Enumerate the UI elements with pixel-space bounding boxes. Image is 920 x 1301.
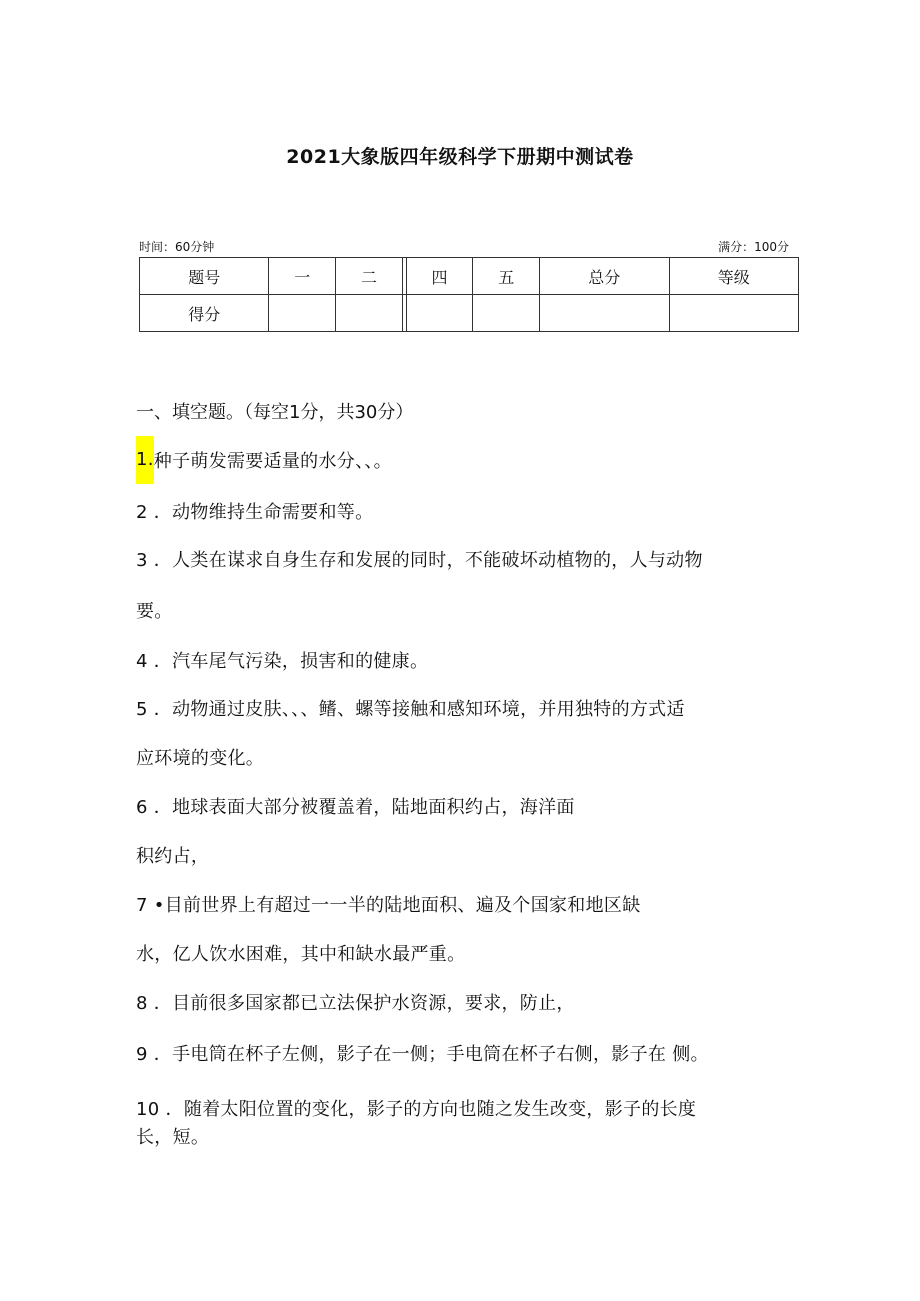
question-line: 6 ．地球表面大部分被覆盖着，陆地面积约占，海洋面 [136, 797, 575, 818]
question-line: 应环境的变化。 [136, 748, 265, 769]
question-line: 2 ．动物维持生命需要和等。 [136, 502, 374, 523]
score-cell [669, 295, 799, 332]
question-line: 长，短。 [136, 1127, 210, 1148]
score-cell [336, 295, 403, 332]
score-cell [269, 295, 336, 332]
question-line: 7 •目前世界上有超过一一半的陆地面积、遍及个国家和地区缺 [136, 895, 641, 916]
header-cell-part-1: 一 [269, 258, 336, 295]
question-text: 种子萌发需要适量的水分、、。 [153, 451, 392, 472]
header-cell-grade: 等级 [669, 258, 799, 295]
score-cell [473, 295, 540, 332]
question-line: 水，亿人饮水困难，其中和缺水最严重。 [136, 944, 466, 965]
score-table [139, 257, 799, 332]
header-cell-part-2: 二 [336, 258, 403, 295]
question-number-highlight: 1. [136, 436, 154, 484]
score-cell [406, 295, 473, 332]
question-line: 8 ．目前很多国家都已立法保护水资源，要求，防止， [136, 993, 575, 1014]
header-cell-question-number: 题号 [140, 258, 269, 295]
time-limit: 时间：60分钟 [139, 240, 215, 254]
question-line: 10 ．随着太阳位置的变化，影子的方向也随之发生改变，影子的长度 [136, 1099, 697, 1120]
page-title: 2021大象版四年级科学下册期中测试卷 [286, 146, 634, 168]
question-line: 5 ．动物通过皮肤、、、鳍、螺等接触和感知环境，并用独特的方式适 [136, 699, 685, 720]
question-line: 积约占， [136, 846, 210, 867]
question-line: 3 ．人类在谋求自身生存和发展的同时，不能破坏动植物的，人与动物 [136, 550, 703, 571]
question-line: 要。 [136, 601, 173, 622]
header-cell-total: 总分 [540, 258, 669, 295]
question-line: 9 ．手电筒在杯子左侧，影子在一侧；手电筒在杯子右侧，影子在 侧。 [136, 1044, 709, 1065]
section-heading-fill-in: 一、填空题。（每空1分，共30分） [136, 402, 414, 423]
score-cell [540, 295, 669, 332]
score-table-header-row [140, 258, 799, 295]
full-score: 满分：100分 [718, 240, 789, 254]
question-line [136, 436, 392, 488]
score-table-score-row [140, 295, 799, 332]
header-cell-part-4: 四 [406, 258, 473, 295]
row-label-score: 得分 [140, 295, 269, 332]
question-line: 4 ．汽车尾气污染，损害和的健康。 [136, 651, 429, 672]
header-cell-part-5: 五 [473, 258, 540, 295]
